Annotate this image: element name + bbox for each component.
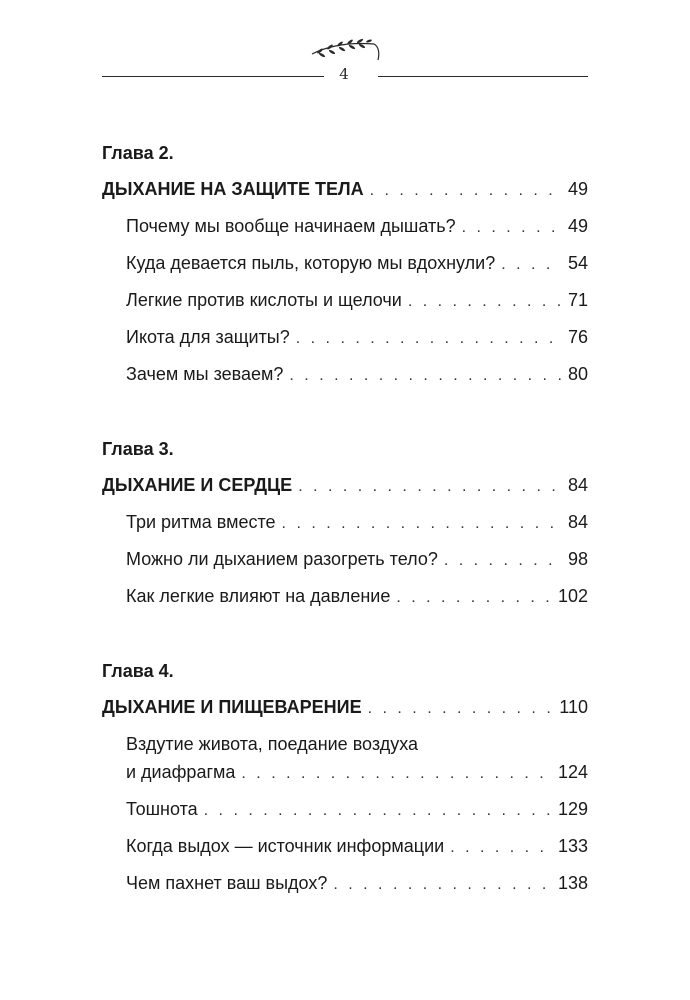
page-ref: 102 (557, 586, 588, 606)
page-ref: 80 (567, 364, 588, 384)
laurel-branch-icon (308, 36, 382, 66)
page-ref: 133 (557, 836, 588, 856)
chapter-2 (102, 140, 588, 398)
toc-entry[interactable] (102, 546, 588, 572)
entry-title: Можно ли дыханием разогреть тело? (126, 549, 438, 569)
page-ref: 84 (567, 512, 588, 532)
dot-leader (333, 872, 552, 898)
toc-entry[interactable] (102, 796, 588, 822)
page-ref: 76 (567, 327, 588, 347)
toc-chapter-title-row[interactable] (102, 176, 588, 202)
chapter-4 (102, 658, 588, 907)
toc-entry[interactable] (102, 509, 588, 535)
toc-entry[interactable] (102, 870, 588, 896)
entry-title-line1: Вздутие живота, поедание воздуха (126, 734, 419, 754)
chapter-label: Глава 2. (102, 143, 174, 163)
entry-title: Тошнота (126, 799, 198, 819)
toc-entry[interactable] (102, 583, 588, 609)
toc-entry[interactable] (102, 213, 588, 239)
page-number: 4 (339, 65, 349, 83)
page-ref: 138 (557, 873, 588, 893)
header-rule-left (102, 76, 324, 77)
dot-leader (462, 215, 562, 241)
dot-leader (444, 548, 562, 574)
dot-leader (370, 178, 562, 204)
page-ref: 129 (557, 799, 588, 819)
toc-entry[interactable] (102, 361, 588, 387)
chapter-label: Глава 4. (102, 661, 174, 681)
page-ref: 49 (567, 216, 588, 236)
page-ref: 98 (567, 549, 588, 569)
dot-leader (296, 326, 562, 352)
entry-title: Когда выдох — источник информации (126, 836, 445, 856)
dot-leader (241, 761, 552, 787)
chapter-title: ДЫХАНИЕ И ПИЩЕВАРЕНИЕ (102, 697, 362, 717)
dot-leader (289, 363, 562, 389)
entry-title: Куда девается пыль, которую мы вдохнули? (126, 253, 496, 273)
dot-leader (408, 289, 562, 315)
dot-leader (282, 511, 562, 537)
toc-entry (102, 759, 588, 785)
entry-title: Зачем мы зеваем? (126, 364, 284, 384)
page-header (0, 0, 690, 100)
entry-title: Как легкие влияют на давление (126, 586, 391, 606)
page-ref: 110 (559, 697, 588, 717)
page-ref: 54 (567, 253, 588, 273)
toc-entry[interactable] (102, 287, 588, 313)
entry-title: Легкие против кислоты и щелочи (126, 290, 402, 310)
chapter-title: ДЫХАНИЕ И СЕРДЦЕ (102, 475, 293, 495)
header-rule-right (378, 76, 588, 77)
toc-chapter-title-row[interactable] (102, 472, 588, 498)
page-ref: 49 (567, 179, 588, 199)
chapter-label: Глава 3. (102, 439, 174, 459)
page-ref: 71 (567, 290, 588, 310)
entry-title: и диафрагма (126, 762, 236, 782)
dot-leader (501, 252, 562, 278)
dot-leader (396, 585, 552, 611)
page-ref: 124 (557, 762, 588, 782)
toc-chapter-title-row[interactable] (102, 694, 588, 720)
toc-entry[interactable] (102, 250, 588, 276)
page-ref: 84 (567, 475, 588, 495)
entry-title: Почему мы вообще начинаем дышать? (126, 216, 456, 236)
entry-title: Икота для защиты? (126, 327, 290, 347)
toc-entry[interactable] (102, 833, 588, 859)
dot-leader (368, 696, 554, 722)
entry-title: Чем пахнет ваш выдох? (126, 873, 328, 893)
entry-title: Три ритма вместе (126, 512, 276, 532)
dot-leader (204, 798, 552, 824)
toc-entry-multiline[interactable] (102, 731, 588, 785)
dot-leader (450, 835, 552, 861)
dot-leader (298, 474, 562, 500)
chapter-title: ДЫХАНИЕ НА ЗАЩИТЕ ТЕЛА (102, 179, 364, 199)
chapter-3 (102, 436, 588, 620)
toc-entry[interactable] (102, 324, 588, 350)
